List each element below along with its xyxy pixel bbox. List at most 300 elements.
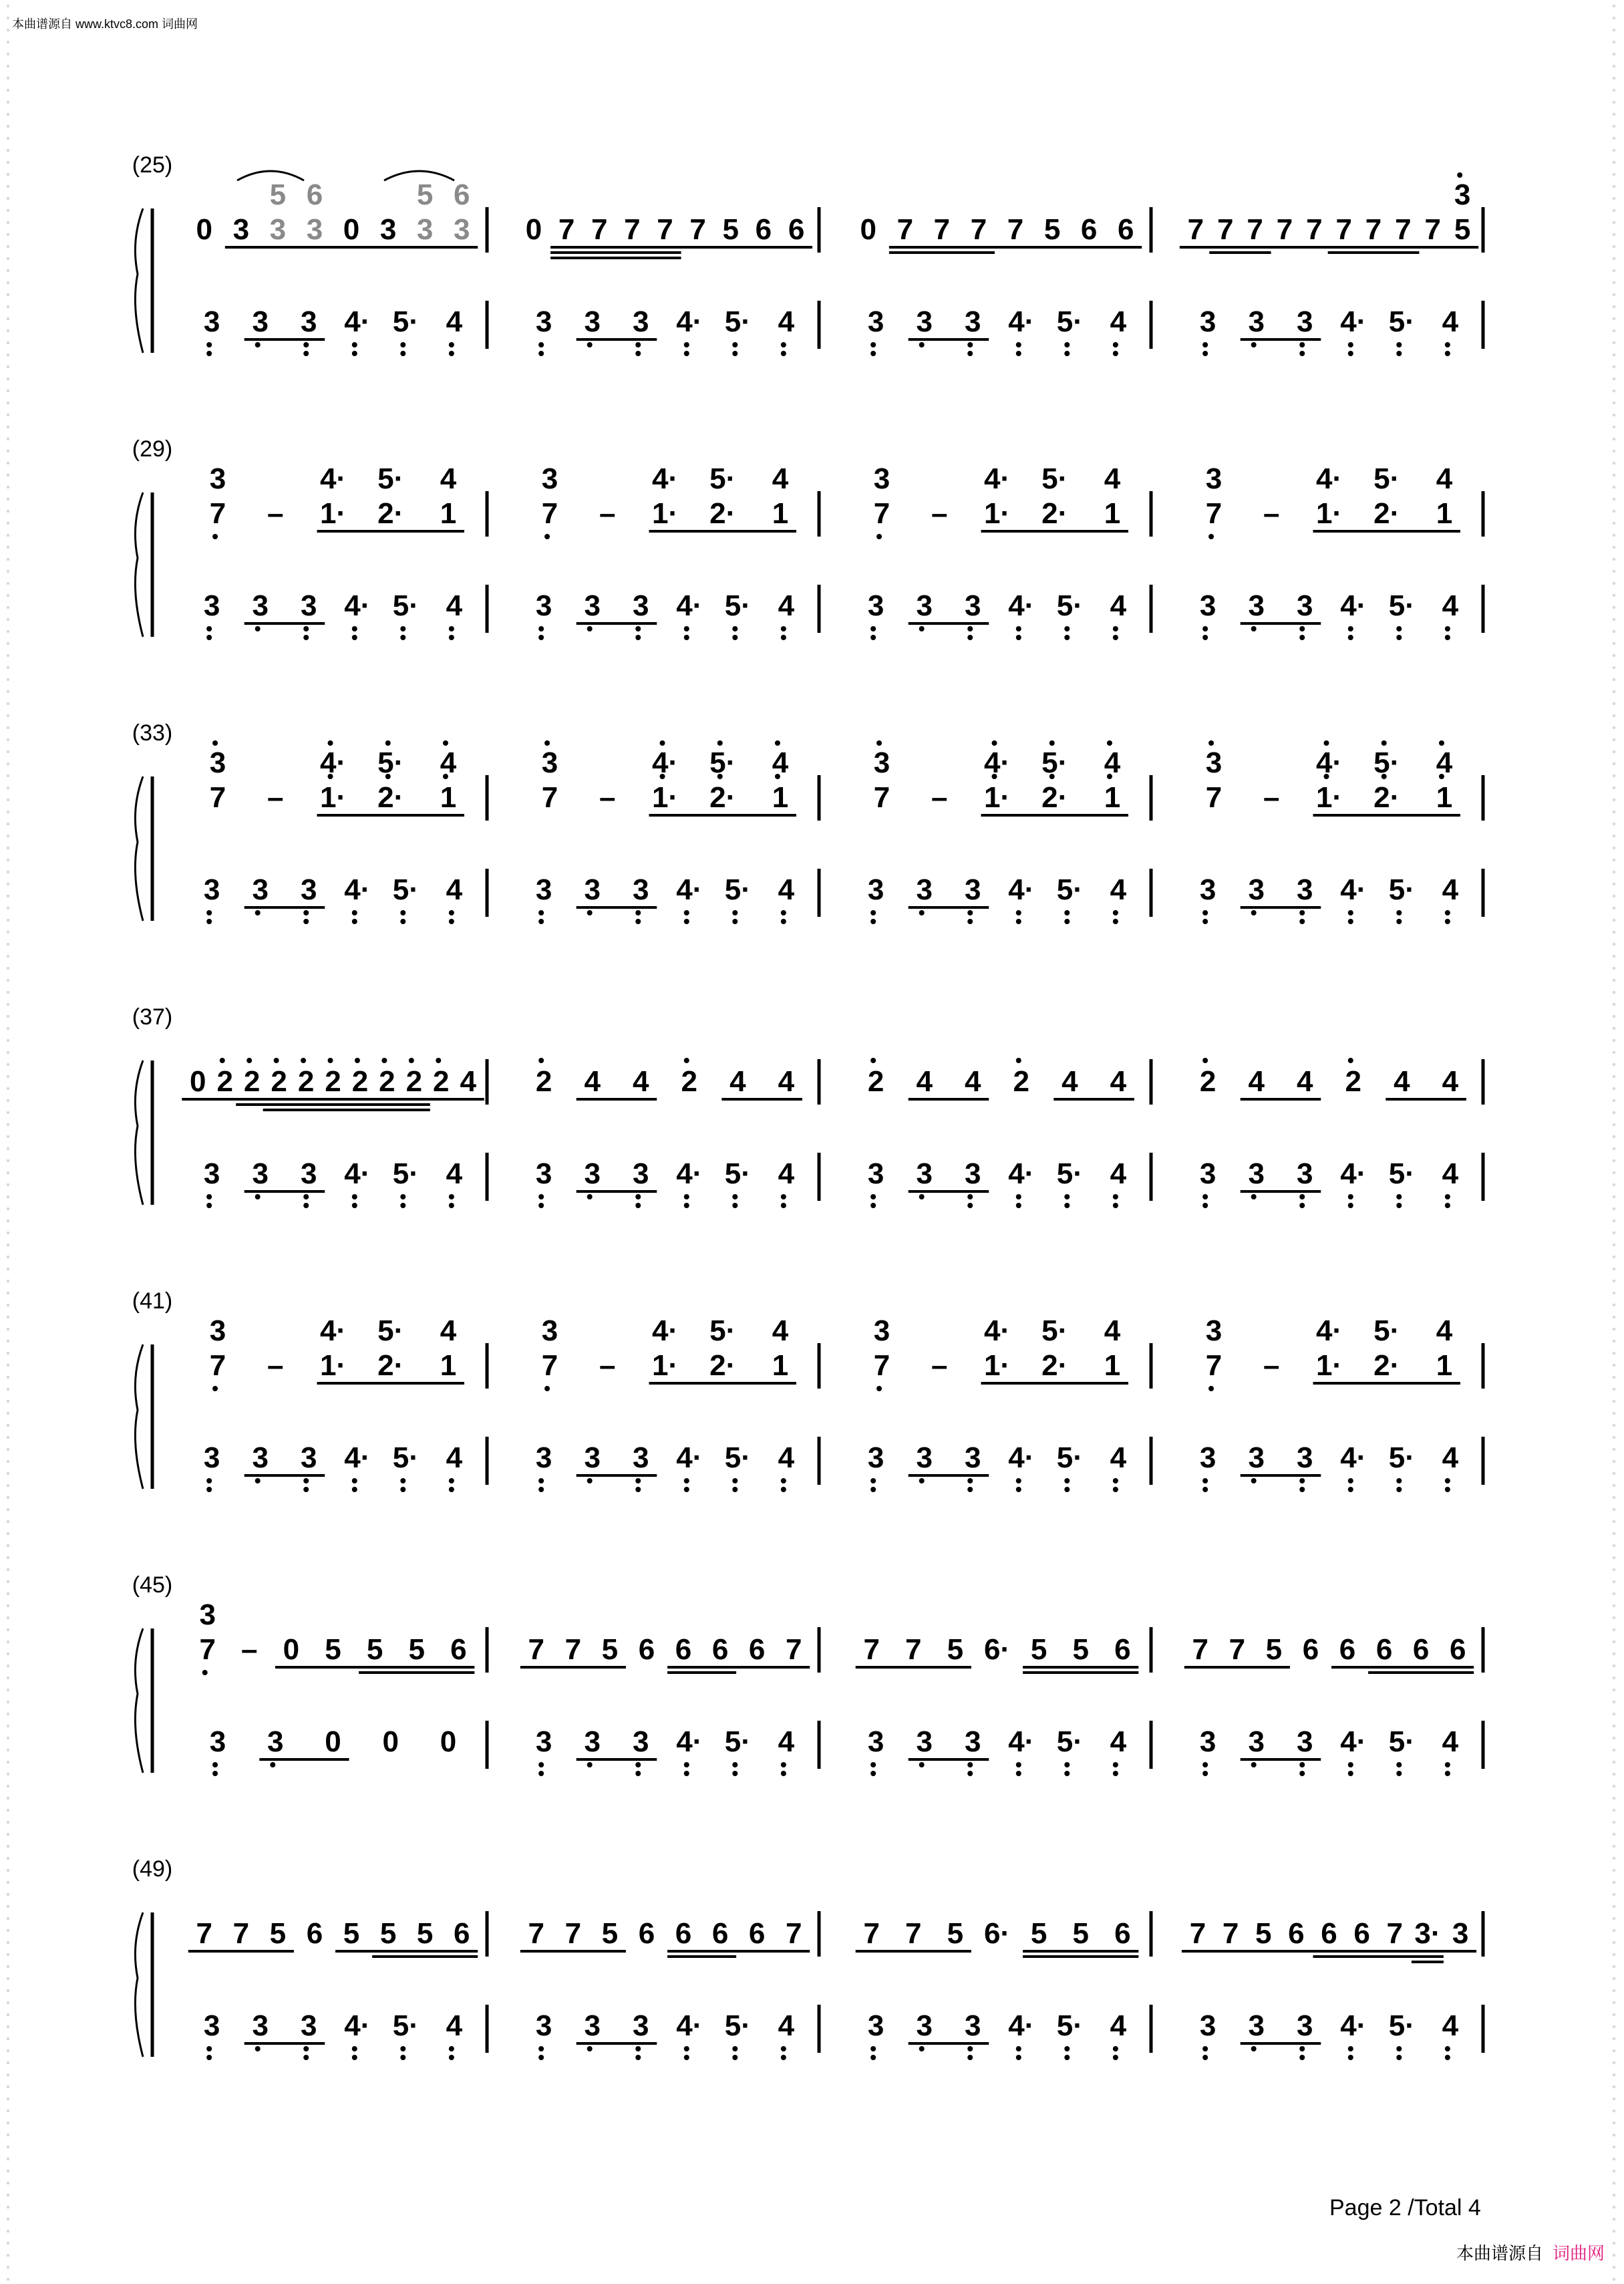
upper-stacked-note: 3: [209, 746, 226, 779]
lower-octave-dot-low: [538, 2055, 544, 2060]
footer-credit-right: 词曲网: [1553, 2243, 1605, 2263]
upper-note: 0: [860, 213, 877, 246]
upper-note: 7: [1276, 213, 1293, 246]
lower-octave-dot-low: [212, 1762, 218, 1767]
upper-stacked-note: 5·: [377, 1314, 404, 1347]
lower-octave-dot-low: [352, 1487, 357, 1492]
lower-octave-dot-low: [1299, 1478, 1305, 1483]
upper-note: 1·: [983, 1349, 1011, 1382]
upper-note: 2·: [1373, 1349, 1400, 1382]
lower-octave-dot-low: [1064, 2055, 1070, 2060]
lower-octave-dot-low: [449, 919, 454, 924]
upper-stacked-note: 3: [1454, 178, 1471, 211]
lower-note: 3: [964, 1157, 981, 1190]
lower-octave-dot-low: [870, 2055, 876, 2060]
lower-octave-dot-low: [967, 2046, 973, 2051]
lower-note: 4·: [344, 305, 371, 338]
lower-octave-dot-low: [781, 2055, 786, 2060]
lower-note: 3: [252, 873, 269, 906]
upper-note: 6: [748, 1633, 766, 1666]
lower-octave-dot-low: [967, 626, 973, 631]
upper-note: 6: [675, 1917, 692, 1950]
upper-octave-dot-high: [684, 1058, 689, 1063]
upper-note: 6·: [983, 1917, 1011, 1950]
lower-note: 4·: [1340, 589, 1367, 622]
system-brace: [135, 208, 143, 353]
upper-note: 6: [1339, 1633, 1356, 1666]
lower-octave-dot-low: [1396, 342, 1402, 347]
lower-octave-dot-low: [1445, 2046, 1450, 2051]
lower-note: 5·: [1056, 1157, 1083, 1190]
lower-note: 4·: [1340, 1725, 1367, 1758]
lower-octave-dot-low: [684, 2055, 689, 2060]
upper-octave-dot-high: [870, 1058, 876, 1063]
lower-note: 3: [203, 305, 220, 338]
lower-octave-dot-low: [919, 910, 925, 915]
upper-note: 1: [1436, 1349, 1453, 1382]
upper-note: 6: [1114, 1633, 1131, 1666]
lower-note: 4·: [1340, 1441, 1367, 1474]
lower-note: 4: [778, 1725, 795, 1758]
lower-note: 4·: [676, 873, 703, 906]
upper-octave-dot-low: [876, 1386, 882, 1391]
lower-octave-dot-low: [635, 351, 641, 356]
lower-note: 3: [584, 305, 601, 338]
lower-octave-dot-low: [400, 1478, 405, 1483]
lower-octave-dot-low: [1202, 1762, 1208, 1767]
lower-octave-dot-low: [255, 626, 261, 631]
measure-number: (49): [132, 1856, 173, 1882]
lower-note: 3: [203, 1441, 220, 1474]
lower-note: 3: [1296, 1441, 1313, 1474]
upper-stacked-note: 4: [440, 746, 457, 779]
lower-octave-dot-low: [1396, 1487, 1402, 1492]
upper-note: 5: [601, 1917, 619, 1950]
lower-note: 4: [778, 305, 795, 338]
lower-octave-dot-low: [1016, 1771, 1021, 1776]
lower-octave-dot-low: [1202, 635, 1208, 640]
measure-number: (33): [132, 720, 173, 746]
lower-octave-dot-low: [1251, 342, 1257, 347]
lower-octave-dot-low: [1202, 1487, 1208, 1492]
lower-octave-dot-low: [781, 1194, 786, 1199]
lower-octave-dot-low: [967, 2055, 973, 2060]
lower-note: 4·: [676, 305, 703, 338]
lower-note: 4: [778, 2009, 795, 2042]
lower-note: 3: [203, 1157, 220, 1190]
upper-stacked-octave-dot: [876, 740, 882, 746]
lower-note: 5·: [392, 2009, 419, 2042]
lower-octave-dot-low: [538, 1194, 544, 1199]
lower-octave-dot-low: [255, 1194, 261, 1199]
upper-note: 1·: [1315, 1349, 1343, 1382]
lower-octave-dot-low: [1113, 1194, 1118, 1199]
upper-note: 1·: [319, 1349, 347, 1382]
lower-octave-dot-low: [684, 351, 689, 356]
lower-note: 3: [632, 873, 649, 906]
upper-note: 5: [1043, 213, 1061, 246]
lower-octave-dot-low: [1202, 1194, 1208, 1199]
upper-note: 2·: [377, 1349, 404, 1382]
upper-note: 1: [772, 497, 789, 530]
lower-octave-dot-low: [1396, 1194, 1402, 1199]
lower-octave-dot-low: [303, 919, 309, 924]
lower-octave-dot-low: [212, 1771, 218, 1776]
upper-note: –: [241, 1633, 258, 1666]
lower-octave-dot-low: [919, 626, 925, 631]
upper-note: 6: [453, 1917, 470, 1950]
lower-octave-dot-low: [255, 910, 261, 915]
lower-octave-dot-low: [449, 342, 454, 347]
lower-octave-dot-low: [303, 351, 309, 356]
lower-note: 3: [916, 2009, 933, 2042]
lower-octave-dot-low: [587, 1762, 593, 1767]
lower-note: 3: [203, 2009, 220, 2042]
upper-note: 2·: [709, 781, 736, 814]
lower-octave-dot-low: [206, 919, 212, 924]
lower-octave-dot-low: [400, 635, 405, 640]
upper-note: 7: [1205, 781, 1223, 814]
lower-octave-dot-low: [870, 1771, 876, 1776]
upper-note: –: [599, 497, 616, 530]
upper-note: 6: [1321, 1917, 1337, 1950]
upper-octave-dot-high: [328, 1058, 333, 1063]
lower-octave-dot-low: [1445, 1487, 1450, 1492]
lower-note: 3: [300, 873, 317, 906]
lower-octave-dot-low: [1348, 342, 1353, 347]
lower-octave-dot-low: [1299, 626, 1305, 631]
lower-note: 4: [1110, 1157, 1127, 1190]
upper-note: 1·: [319, 781, 347, 814]
lower-note: 5·: [1388, 2009, 1415, 2042]
lower-octave-dot-low: [206, 1487, 212, 1492]
upper-note: 1: [1436, 781, 1453, 814]
lower-octave-dot-low: [1016, 1194, 1021, 1199]
lower-note: 4·: [1008, 2009, 1035, 2042]
lower-octave-dot-low: [1396, 2046, 1402, 2051]
lower-octave-dot-low: [1299, 1487, 1305, 1492]
upper-note: 7: [528, 1633, 545, 1666]
lower-octave-dot-low: [1064, 1487, 1070, 1492]
upper-note: 4: [1062, 1065, 1078, 1098]
lower-octave-dot-low: [1445, 1771, 1450, 1776]
upper-note: 7: [933, 213, 951, 246]
lower-octave-dot-low: [1299, 2046, 1305, 2051]
system-brace: [135, 1060, 143, 1205]
lower-octave-dot-low: [967, 635, 973, 640]
upper-note: 7: [564, 1633, 582, 1666]
lower-note: 5·: [1388, 1441, 1415, 1474]
upper-stacked-note: 5·: [1373, 462, 1400, 495]
lower-octave-dot-low: [449, 626, 454, 631]
measure-number: (45): [132, 1572, 173, 1598]
lower-octave-dot-low: [538, 1762, 544, 1767]
upper-note: 2: [1345, 1065, 1362, 1098]
lower-note: 3: [1199, 1725, 1216, 1758]
lower-octave-dot-low: [352, 635, 357, 640]
lower-octave-dot-low: [732, 342, 738, 347]
lower-octave-dot-low: [538, 919, 544, 924]
lower-octave-dot-low: [400, 626, 405, 631]
lower-note: 4·: [676, 1441, 703, 1474]
lower-octave-dot-low: [967, 1771, 973, 1776]
lower-octave-dot-low: [684, 342, 689, 347]
lower-octave-dot-low: [1348, 635, 1353, 640]
lower-octave-dot-low: [255, 342, 261, 347]
lower-octave-dot-low: [635, 1487, 641, 1492]
lower-octave-dot-low: [781, 1478, 786, 1483]
lower-octave-dot-low: [781, 351, 786, 356]
upper-note: 2: [379, 1065, 395, 1098]
lower-note: 3: [632, 1157, 649, 1190]
lower-note: 3: [1199, 589, 1216, 622]
upper-note: 3: [269, 213, 287, 246]
upper-note: 3: [416, 213, 434, 246]
lower-octave-dot-low: [1348, 2055, 1353, 2060]
upper-note: 7: [1216, 213, 1234, 246]
lower-note: 0: [325, 1725, 341, 1758]
lower-note: 3: [867, 2009, 884, 2042]
lower-note: 3: [300, 305, 317, 338]
lower-note: 3: [964, 589, 981, 622]
lower-octave-dot-low: [1251, 626, 1257, 631]
lower-octave-dot-low: [635, 626, 641, 631]
lower-note: 3: [300, 1441, 317, 1474]
measure-number: (41): [132, 1288, 173, 1314]
upper-note: 6: [638, 1917, 655, 1950]
lower-note: 3: [1248, 1157, 1265, 1190]
upper-octave-dot-low: [202, 1670, 208, 1675]
lower-octave-dot-low: [587, 2046, 593, 2051]
upper-note: 7: [528, 1917, 545, 1950]
lower-note: 4·: [1008, 873, 1035, 906]
lower-octave-dot-low: [1202, 626, 1208, 631]
upper-stacked-note: 5·: [709, 746, 736, 779]
lower-octave-dot-low: [206, 1478, 212, 1483]
lower-octave-dot-low: [1445, 635, 1450, 640]
upper-note: 2: [351, 1065, 369, 1098]
lower-note: 3: [1296, 1157, 1313, 1190]
lower-note: 3: [632, 305, 649, 338]
upper-note: 5: [408, 1633, 425, 1666]
lower-octave-dot-low: [1113, 1762, 1118, 1767]
footer-credit-left: 本曲谱源自: [1456, 2243, 1544, 2263]
lower-octave-dot-low: [538, 626, 544, 631]
lower-note: 5·: [392, 873, 419, 906]
upper-note: 3: [232, 213, 250, 246]
upper-note: 6: [711, 1917, 729, 1950]
upper-note: 4: [1394, 1065, 1410, 1098]
lower-note: 5·: [392, 305, 419, 338]
lower-octave-dot-low: [587, 910, 593, 915]
lower-note: 3: [252, 1157, 269, 1190]
lower-octave-dot-low: [1396, 919, 1402, 924]
upper-note: 1: [1104, 781, 1121, 814]
upper-note: 4: [778, 1065, 795, 1098]
upper-stacked-note: 3: [873, 746, 890, 779]
lower-octave-dot-low: [1016, 1762, 1021, 1767]
upper-note: 7: [541, 1349, 558, 1382]
lower-octave-dot-low: [1348, 910, 1353, 915]
upper-octave-dot-high: [220, 1058, 225, 1063]
lower-octave-dot-low: [1202, 1478, 1208, 1483]
lower-octave-dot-low: [1202, 342, 1208, 347]
lower-note: 0: [382, 1725, 399, 1758]
upper-note: –: [267, 497, 284, 530]
upper-note: 2: [216, 1065, 233, 1098]
lower-note: 4: [778, 1441, 795, 1474]
lower-octave-dot-low: [781, 919, 786, 924]
upper-stacked-note: 3: [541, 462, 558, 495]
upper-stacked-note: 3: [541, 1314, 558, 1347]
lower-octave-dot-low: [206, 342, 212, 347]
upper-note: 5: [366, 1633, 383, 1666]
upper-octave-dot-low: [212, 1386, 218, 1391]
upper-note: 1·: [983, 497, 1011, 530]
lower-octave-dot-low: [1299, 919, 1305, 924]
upper-note: 2: [535, 1065, 552, 1098]
upper-octave-dot-high: [381, 1058, 387, 1063]
lower-octave-dot-low: [449, 635, 454, 640]
lower-octave-dot-low: [1113, 1771, 1118, 1776]
system-brace: [135, 1344, 143, 1489]
upper-stacked-note: 4: [1436, 462, 1453, 495]
lower-note: 4: [446, 2009, 463, 2042]
lower-note: 3: [535, 1441, 552, 1474]
lower-note: 3: [1199, 873, 1216, 906]
lower-note: 3: [867, 1441, 884, 1474]
upper-octave-dot-low: [876, 534, 882, 539]
upper-stacked-note: 6: [306, 178, 323, 211]
lower-note: 3: [916, 305, 933, 338]
upper-note: 2: [867, 1065, 884, 1098]
upper-stacked-octave-dot: [775, 740, 780, 746]
lower-octave-dot-low: [449, 1487, 454, 1492]
upper-note: 6: [788, 213, 805, 246]
lower-octave-dot-low: [538, 1487, 544, 1492]
lower-note: 3: [584, 873, 601, 906]
upper-stacked-octave-dot: [660, 740, 665, 746]
upper-note: 4: [460, 1065, 476, 1098]
lower-octave-dot-low: [400, 2055, 405, 2060]
upper-note: 6: [1412, 1633, 1430, 1666]
lower-octave-dot-low: [635, 2055, 641, 2060]
lower-octave-dot-low: [449, 1203, 454, 1208]
upper-note: 2: [325, 1065, 341, 1098]
lower-octave-dot-low: [781, 626, 786, 631]
lower-note: 4·: [1008, 1157, 1035, 1190]
upper-note: 0: [525, 213, 542, 246]
system-brace: [135, 1628, 143, 1773]
lower-octave-dot-low: [1113, 2046, 1118, 2051]
upper-note: 7: [1247, 213, 1263, 246]
lower-octave-dot-low: [1396, 2055, 1402, 2060]
upper-stacked-note: 3: [873, 1314, 890, 1347]
lower-octave-dot-low: [206, 635, 212, 640]
footer-credit: [1456, 2240, 1605, 2265]
lower-note: 3: [867, 305, 884, 338]
lower-octave-dot-low: [352, 919, 357, 924]
lower-note: 4: [446, 1157, 463, 1190]
upper-stacked-note: 4: [1436, 1314, 1453, 1347]
lower-octave-dot-low: [870, 1203, 876, 1208]
upper-note: 7: [196, 1917, 213, 1950]
upper-stacked-note: 5·: [377, 462, 404, 495]
upper-stacked-note: 3: [873, 462, 890, 495]
lower-note: 3: [584, 1441, 601, 1474]
lower-octave-dot-low: [1251, 1194, 1257, 1199]
lower-note: 3: [1296, 589, 1313, 622]
upper-note: 1·: [651, 497, 679, 530]
upper-note: 7: [541, 497, 558, 530]
upper-stacked-octave-dot: [992, 740, 997, 746]
lower-note: 4·: [676, 2009, 703, 2042]
lower-octave-dot-low: [781, 635, 786, 640]
lower-octave-dot-low: [352, 351, 357, 356]
upper-stacked-note: 4: [440, 1314, 457, 1347]
lower-note: 3: [209, 1725, 226, 1758]
lower-note: 4·: [676, 1157, 703, 1190]
upper-note: 2·: [1373, 497, 1400, 530]
upper-stacked-note: 5: [269, 178, 287, 211]
lower-octave-dot-low: [1016, 910, 1021, 915]
lower-octave-dot-low: [1299, 1203, 1305, 1208]
lower-octave-dot-low: [1445, 1203, 1450, 1208]
upper-note: –: [931, 781, 948, 814]
lower-octave-dot-low: [1348, 1762, 1353, 1767]
lower-octave-dot-low: [1064, 1771, 1070, 1776]
lower-note: 4·: [676, 1725, 703, 1758]
lower-octave-dot-low: [870, 635, 876, 640]
upper-note: 6: [1288, 1917, 1305, 1950]
lower-octave-dot-low: [538, 910, 544, 915]
lower-octave-dot-low: [684, 1194, 689, 1199]
lower-note: 4·: [1008, 1725, 1035, 1758]
lower-note: 4: [446, 873, 463, 906]
lower-octave-dot-low: [781, 910, 786, 915]
lower-octave-dot-low: [352, 1194, 357, 1199]
upper-note: 7: [785, 1633, 802, 1666]
lower-note: 3: [1199, 305, 1216, 338]
lower-octave-dot-low: [449, 1478, 454, 1483]
lower-octave-dot-low: [352, 1203, 357, 1208]
lower-note: 4: [1110, 1441, 1127, 1474]
lower-note: 4: [1442, 1157, 1459, 1190]
lower-octave-dot-low: [303, 1194, 309, 1199]
upper-stacked-note: 4: [440, 462, 457, 495]
upper-stacked-octave-dot: [1107, 740, 1112, 746]
lower-octave-dot-low: [449, 351, 454, 356]
upper-note: 2: [681, 1065, 698, 1098]
upper-note: 2: [243, 1065, 261, 1098]
lower-octave-dot-low: [1348, 1771, 1353, 1776]
lower-octave-dot-low: [400, 351, 405, 356]
lower-octave-dot-low: [870, 910, 876, 915]
lower-note: 4: [778, 873, 795, 906]
lower-octave-dot-low: [684, 910, 689, 915]
lower-octave-dot-low: [352, 342, 357, 347]
upper-note: 4: [1442, 1065, 1459, 1098]
lower-note: 5·: [1056, 873, 1083, 906]
lower-octave-dot-low: [206, 351, 212, 356]
lower-note: 5·: [392, 1441, 419, 1474]
upper-stacked-octave-dot: [443, 740, 448, 746]
lower-octave-dot-low: [270, 1762, 275, 1767]
lower-octave-dot-low: [400, 910, 405, 915]
upper-note: 5: [1072, 1917, 1089, 1950]
upper-octave-dot-high: [409, 1058, 414, 1063]
lower-note: 3: [1199, 1157, 1216, 1190]
